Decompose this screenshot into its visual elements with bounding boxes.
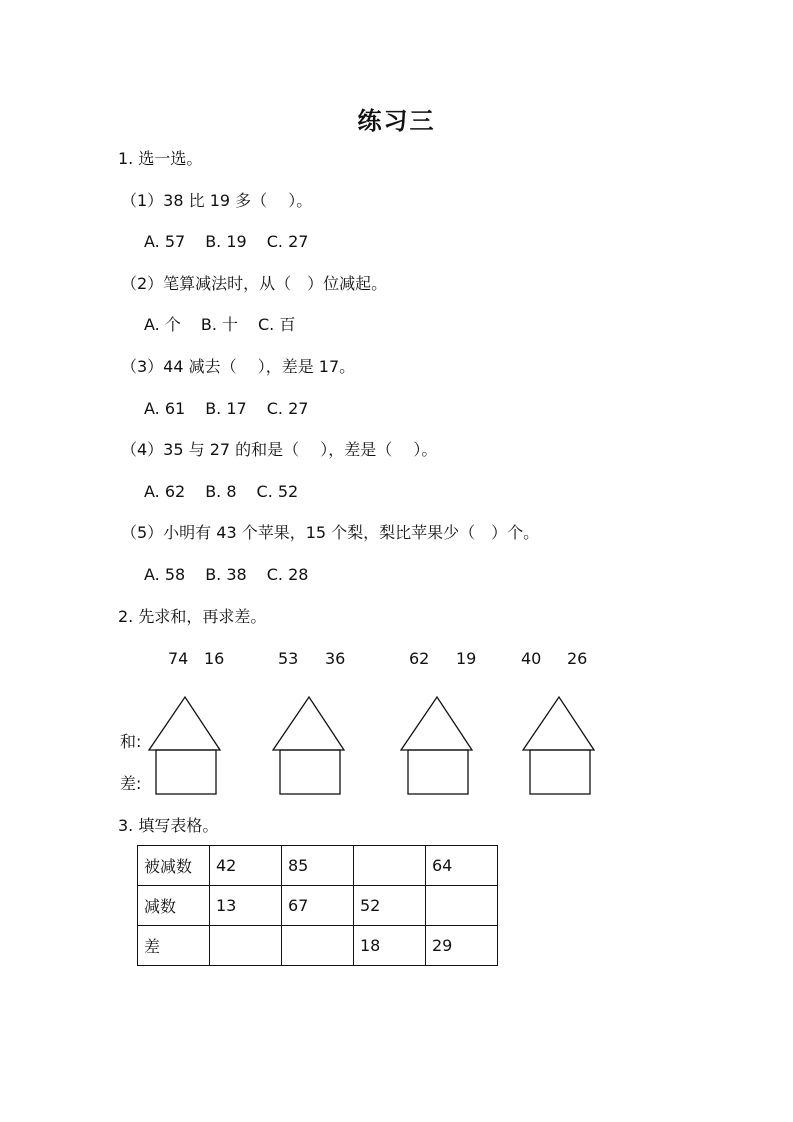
q1-item-2-stem: （2）笔算减法时，从（ ）位减起。 (121, 274, 388, 293)
q1-item-1-options (144, 232, 328, 252)
house-2-icon (272, 696, 346, 796)
q2-heading: 2. 先求和，再求差。 (118, 607, 267, 626)
option-b: B. 38 (205, 565, 247, 584)
table-cell: 42 (210, 846, 282, 886)
option-a: A. 61 (144, 399, 186, 418)
table-cell (210, 926, 282, 966)
table-cell: 85 (282, 846, 354, 886)
option-b: B. 17 (205, 399, 247, 418)
option-c: C. 27 (266, 399, 309, 418)
option-a: A. 个 (144, 315, 181, 334)
q3-heading: 3. 填写表格。 (118, 816, 219, 835)
q1-item-4-options (144, 482, 318, 502)
table-cell (282, 926, 354, 966)
option-c: C. 28 (266, 565, 309, 584)
table-cell: 13 (210, 886, 282, 926)
table-cell (426, 886, 498, 926)
option-a: A. 58 (144, 565, 186, 584)
pair-4-b: 26 (567, 649, 588, 668)
table-cell: 64 (426, 846, 498, 886)
option-b: B. 十 (200, 315, 238, 334)
page-title: 练习三 (357, 106, 436, 135)
q1-item-3-options (144, 399, 328, 419)
pair-2-b: 36 (325, 649, 346, 668)
house-4-icon (522, 696, 596, 796)
table-cell: 差 (138, 926, 210, 966)
table-cell: 29 (426, 926, 498, 966)
table-cell: 减数 (138, 886, 210, 926)
pair-3-b: 19 (456, 649, 477, 668)
option-b: B. 8 (205, 482, 237, 501)
pair-2-a: 53 (278, 649, 299, 668)
pair-3-a: 62 (409, 649, 430, 668)
pair-1-a: 74 (168, 649, 189, 668)
q1-item-5-stem: （5）小明有 43 个苹果，15 个梨，梨比苹果少（ ）个。 (121, 523, 540, 542)
option-c: C. 52 (256, 482, 299, 501)
q1-item-3-stem: （3）44 减去（ ），差是 17。 (121, 357, 356, 376)
table-row (138, 886, 498, 926)
house-1-icon (148, 696, 222, 796)
q1-heading: 1. 选一选。 (118, 149, 203, 168)
option-a: A. 62 (144, 482, 186, 501)
q1-item-5-options (144, 565, 328, 585)
option-a: A. 57 (144, 232, 186, 251)
table-row (138, 926, 498, 966)
table-row (138, 846, 498, 886)
table-cell (354, 846, 426, 886)
sum-label: 和: (120, 732, 142, 751)
table-cell: 52 (354, 886, 426, 926)
q1-item-4-stem: （4）35 与 27 的和是（ ），差是（ ）。 (121, 440, 438, 459)
subtraction-table (137, 845, 498, 966)
diff-label: 差: (120, 774, 142, 793)
q1-item-1-stem: （1）38 比 19 多（ ）。 (121, 191, 313, 210)
pair-1-b: 16 (204, 649, 225, 668)
table-cell: 18 (354, 926, 426, 966)
table-cell: 67 (282, 886, 354, 926)
house-3-icon (400, 696, 474, 796)
option-b: B. 19 (205, 232, 247, 251)
table-cell: 被减数 (138, 846, 210, 886)
q1-item-2-options (144, 315, 315, 335)
option-c: C. 百 (258, 315, 296, 334)
option-c: C. 27 (266, 232, 309, 251)
pair-4-a: 40 (521, 649, 542, 668)
